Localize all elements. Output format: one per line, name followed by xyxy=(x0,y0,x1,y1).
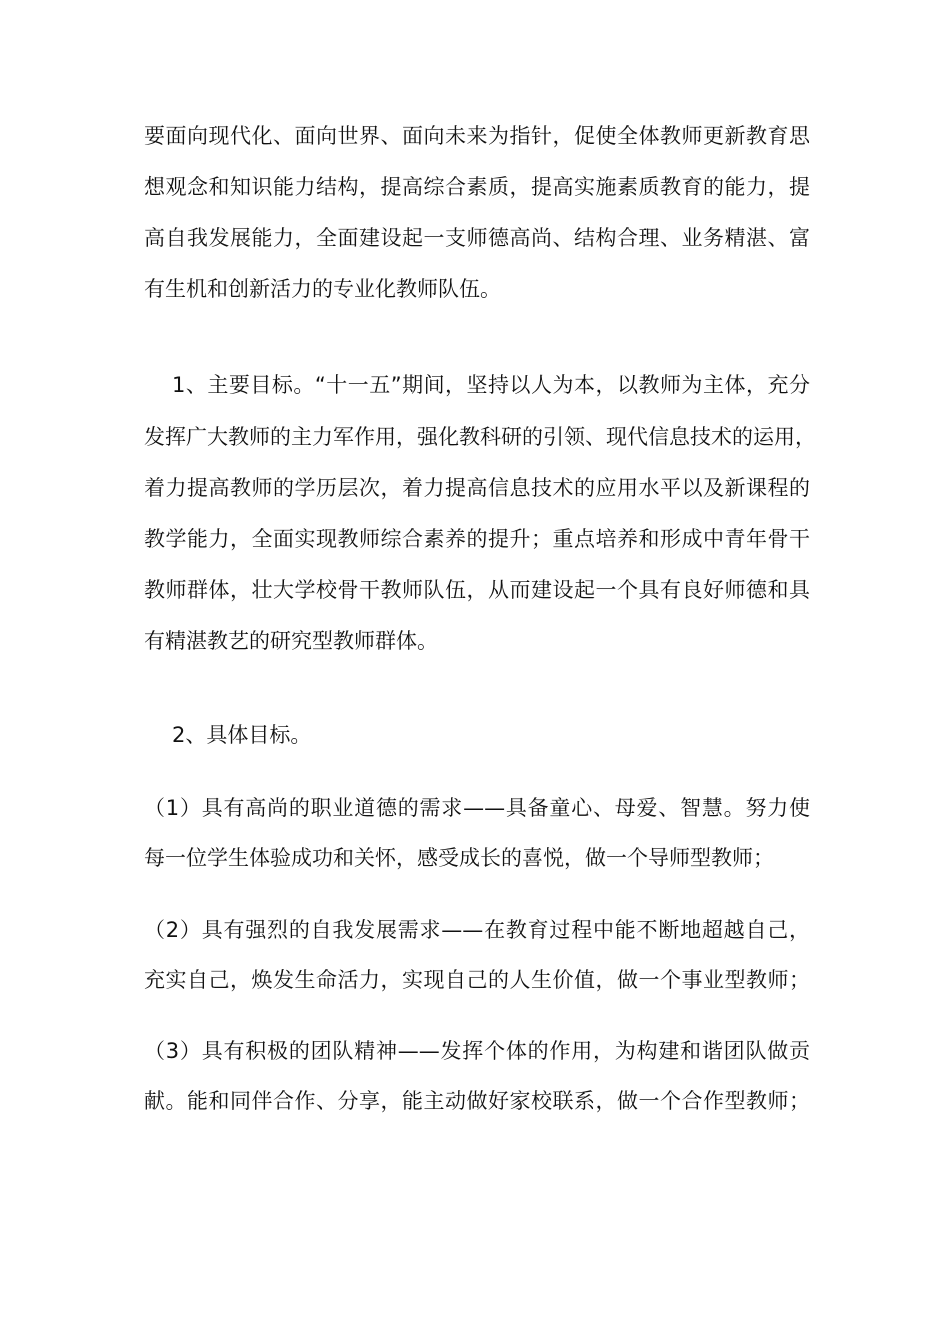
main-goal-paragraph-line: 教学能力，全面实现教师综合素养的提升；重点培养和形成中青年骨干 xyxy=(144,527,810,551)
specific-goal-item-2-line: （2）具有强烈的自我发展需求——在教育过程中能不断地超越自己， xyxy=(144,918,810,942)
specific-goal-item-2-line: 充实自己，焕发生命活力，实现自己的人生价值，做一个事业型教师； xyxy=(144,968,810,992)
specific-goal-item-3-line: （3）具有积极的团队精神——发挥个体的作用，为构建和谐团队做贡 xyxy=(144,1039,810,1063)
main-goal-paragraph-line: 1、主要目标。“十一五”期间，坚持以人为本，以教师为主体，充分 xyxy=(172,373,810,397)
main-goal-paragraph-line: 着力提高教师的学历层次，着力提高信息技术的应用水平以及新课程的 xyxy=(144,476,810,500)
main-goal-paragraph-line: 教师群体，壮大学校骨干教师队伍，从而建设起一个具有良好师德和具 xyxy=(144,578,810,602)
specific-goal-item-3-line: 献。能和同伴合作、分享，能主动做好家校联系，做一个合作型教师； xyxy=(144,1089,810,1113)
intro-paragraph-line: 高自我发展能力，全面建设起一支师德高尚、结构合理、业务精湛、富 xyxy=(144,226,810,250)
main-goal-paragraph-line: 发挥广大教师的主力军作用，强化教科研的引领、现代信息技术的运用， xyxy=(144,425,816,449)
intro-paragraph-line: 要面向现代化、面向世界、面向未来为指针，促使全体教师更新教育思 xyxy=(144,124,810,148)
intro-paragraph-line: 有生机和创新活力的专业化教师队伍。 xyxy=(144,277,501,301)
intro-paragraph-line: 想观念和知识能力结构，提高综合素质，提高实施素质教育的能力，提 xyxy=(144,175,810,199)
specific-goal-item-1-line: 每一位学生体验成功和关怀，感受成长的喜悦，做一个导师型教师； xyxy=(144,846,774,870)
specific-goal-item-1-line: （1）具有高尚的职业道德的需求——具备童心、母爱、智慧。努力使 xyxy=(144,796,810,820)
main-goal-paragraph-line: 有精湛教艺的研究型教师群体。 xyxy=(144,629,438,653)
specific-goal-heading: 2、具体目标。 xyxy=(172,723,312,747)
